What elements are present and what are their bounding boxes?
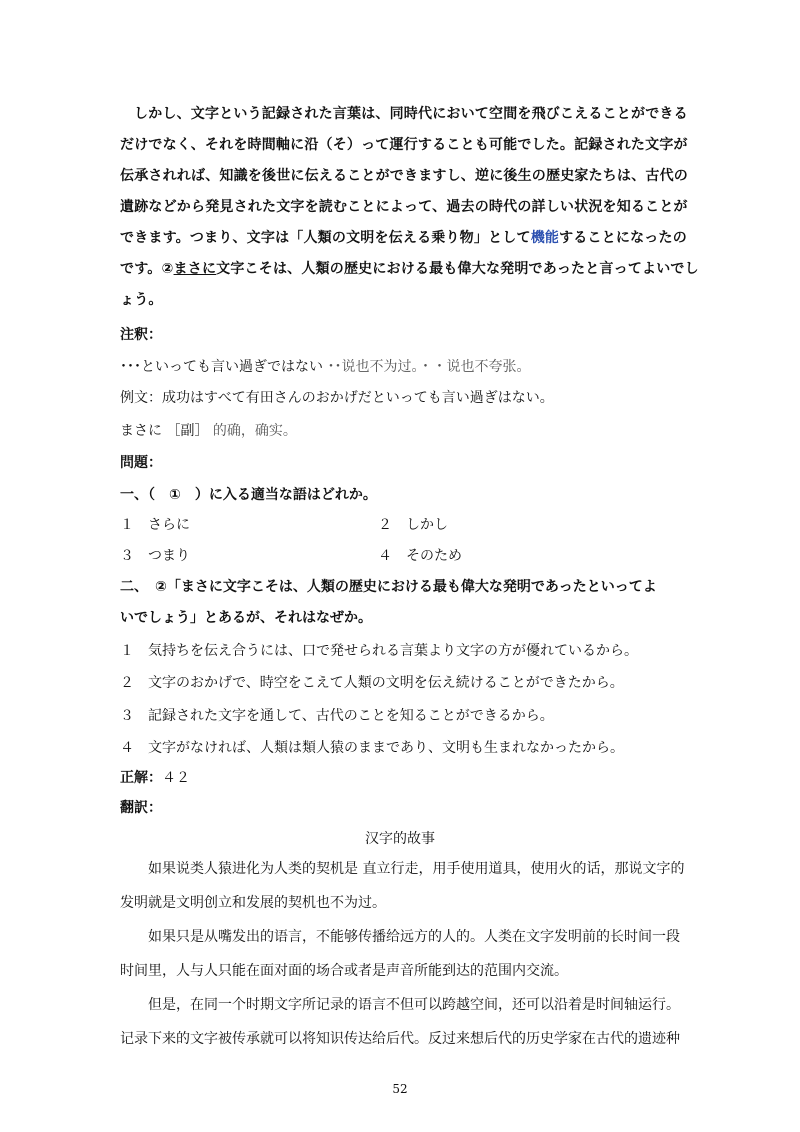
translation-paragraph-2: 如果只是从嘴发出的语言，不能够传播给远方的人的。人类在文字发明前的长时间一段时间里，人与人只能在面对面的场合或者是声音所能到达的范围内交流。 (120, 929, 680, 979)
note-2: 例文：成功はすべて有田さんのおかげだといっても言い過ぎはない。 (120, 390, 554, 406)
note-1-jp: ･･･といっても言い過ぎではない (120, 359, 323, 375)
question-1: 一、（ ① ）に入る適当な語はどれか。 (120, 487, 377, 503)
answer-label: 正解： (120, 770, 162, 786)
note-3 (120, 420, 297, 440)
underlined-word: まさに (173, 261, 217, 277)
questions-heading: 問題： (120, 455, 162, 471)
q2-option-4: ４ 文字がなければ、人類は類人猿のままであり、文明も生まれなかったから。 (120, 740, 624, 756)
passage-text-3: 文字こそは、人類の歴史における最も偉大な発明であったと言ってよいでしょう。 (120, 261, 699, 308)
question-2-line-1: 二、 ②「まさに文字こそは、人類の歴史における最も偉大な発明であったといってよ (120, 579, 657, 595)
q2-option-2: ２ 文字のおかげで、時空をこえて人類の文明を伝え続けることができたから。 (120, 675, 624, 691)
translation-paragraph-1: 如果说类人猿进化为人类的契机是 直立行走，用手使用道具，使用火的话，那说文字的发明就是文明创立和发展的契机也不为过。 (120, 861, 685, 911)
q1-option-4: ４ そのため (378, 548, 462, 564)
question-2-line-2: いでしょう」とあるが、それはなぜか。 (120, 610, 372, 626)
notes-heading: 注釈： (120, 327, 162, 343)
q2-option-1: １ 気持ちを伝え合うには、口で発せられる言葉より文字の方が優れているから。 (120, 643, 638, 659)
translation-paragraph-3: 但是，在同一个时期文字所记录的语言不但可以跨越空间，还可以沿着是时间轴运行。记录下来的文字被传承就可以将知识传达给后代。反过来想后代的历史学家在古代的遗迹种 (120, 997, 680, 1047)
q1-option-3: ３ つまり (120, 548, 190, 564)
highlighted-word: 機能 (530, 230, 560, 246)
answer-value: ４２ (162, 770, 190, 786)
page-number: 52 (392, 1082, 408, 1096)
q1-option-2: ２ しかし (378, 517, 448, 533)
note-1 (120, 356, 530, 376)
q1-option-1: １ さらに (120, 517, 190, 533)
translation-heading: 翻訳： (120, 800, 162, 816)
translation-title: 汉字的故事 (365, 831, 435, 847)
q2-option-3: ３ 記録された文字を通して、古代のことを知ることができるから。 (120, 708, 554, 724)
note-3-jp: まさに ［副］ (120, 423, 209, 439)
passage-text-2: することになったのです。② (120, 230, 687, 277)
passage-text-1: しかし、文字という記録された言葉は、同時代において空間を飛びこえることができるだけでなく、それを時間軸に沿（そ）って運行することも可能でした。記録された文字が伝承されれば、知識を後世に伝えることができますし、逆に後生の歴史家たちは、古代の遺跡などから発見された文字を読むことによって、過去の時代の詳しい状況を知ることができます。つまり、文字は「人類の文明を伝える乗り物」として (120, 106, 688, 246)
note-1-cn: ･･说也不为过。・・说也不夸张。 (323, 359, 531, 375)
note-3-cn: 的确，确实。 (208, 423, 297, 439)
answer (120, 767, 190, 787)
passage-paragraph (120, 99, 700, 316)
